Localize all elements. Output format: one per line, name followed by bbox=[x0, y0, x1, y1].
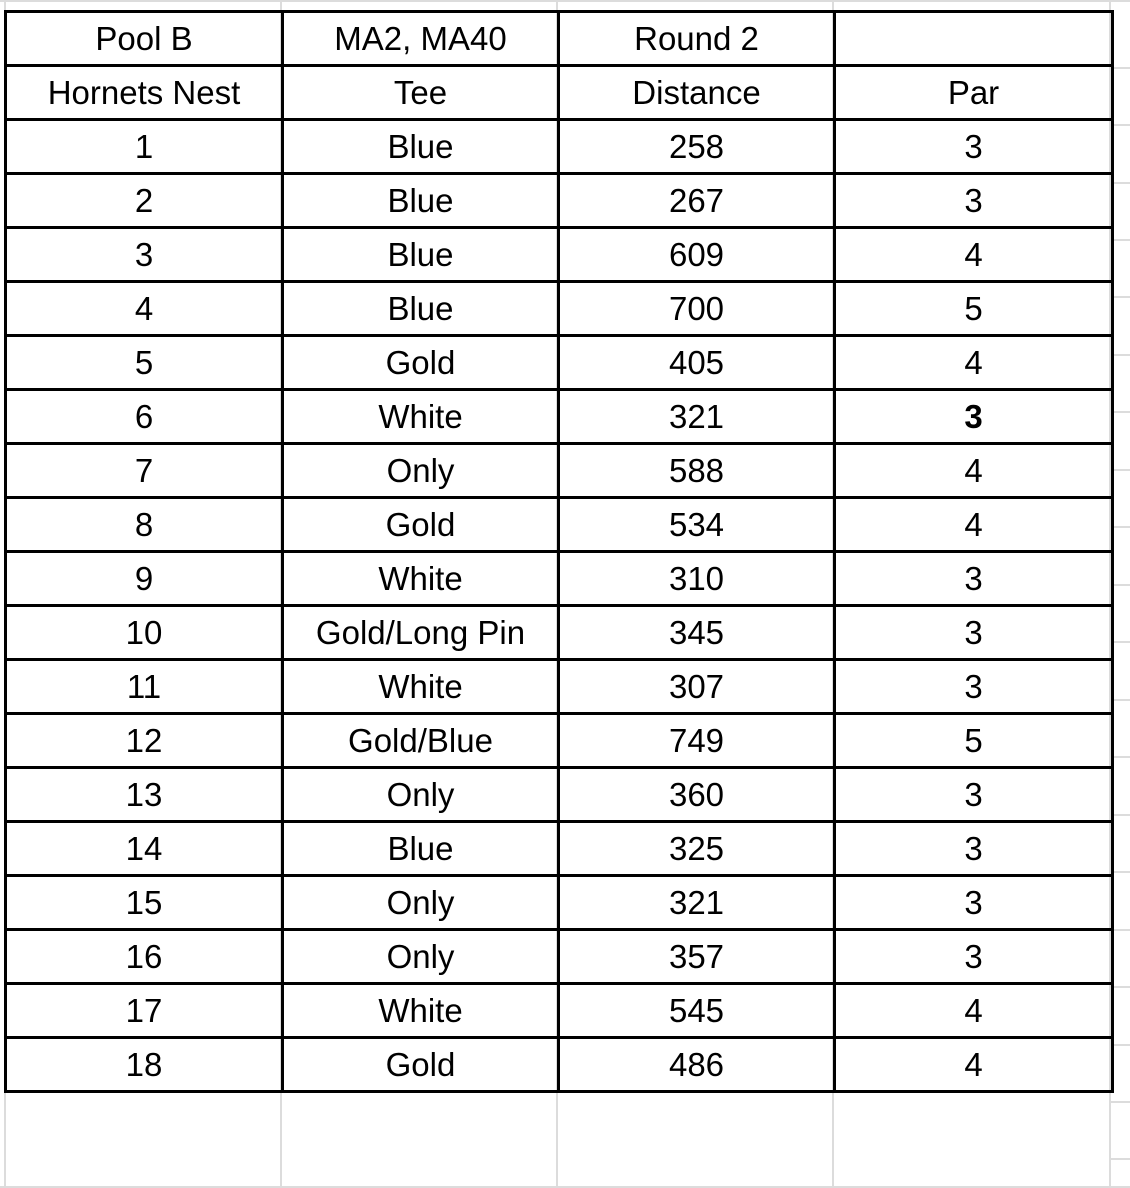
distance-cell[interactable]: 325 bbox=[559, 822, 835, 876]
distance-cell[interactable]: 345 bbox=[559, 606, 835, 660]
distance-cell[interactable]: 486 bbox=[559, 1038, 835, 1092]
table-row bbox=[6, 822, 1113, 876]
table-row bbox=[6, 390, 1113, 444]
course-name-header[interactable]: Hornets Nest bbox=[6, 66, 283, 120]
hole-number-cell[interactable]: 10 bbox=[6, 606, 283, 660]
table-row bbox=[6, 498, 1113, 552]
tee-cell[interactable]: Blue bbox=[283, 228, 559, 282]
distance-cell[interactable]: 588 bbox=[559, 444, 835, 498]
par-cell[interactable]: 4 bbox=[835, 444, 1113, 498]
hole-number-cell[interactable]: 17 bbox=[6, 984, 283, 1038]
column-header-row bbox=[6, 66, 1113, 120]
par-cell[interactable]: 4 bbox=[835, 498, 1113, 552]
par-cell[interactable]: 4 bbox=[835, 336, 1113, 390]
par-cell[interactable]: 3 bbox=[835, 660, 1113, 714]
hole-number-cell[interactable]: 13 bbox=[6, 768, 283, 822]
tee-cell[interactable]: Gold bbox=[283, 498, 559, 552]
tee-cell[interactable]: Only bbox=[283, 768, 559, 822]
distance-cell[interactable]: 258 bbox=[559, 120, 835, 174]
par-cell[interactable]: 3 bbox=[835, 552, 1113, 606]
table-row bbox=[6, 660, 1113, 714]
par-cell[interactable]: 3 bbox=[835, 606, 1113, 660]
table-row bbox=[6, 984, 1113, 1038]
tee-cell[interactable]: Only bbox=[283, 930, 559, 984]
hole-number-cell[interactable]: 2 bbox=[6, 174, 283, 228]
hole-number-cell[interactable]: 6 bbox=[6, 390, 283, 444]
tee-cell[interactable]: White bbox=[283, 984, 559, 1038]
tee-cell[interactable]: Gold/Long Pin bbox=[283, 606, 559, 660]
tee-cell[interactable]: Gold bbox=[283, 1038, 559, 1092]
hole-number-cell[interactable]: 9 bbox=[6, 552, 283, 606]
distance-cell[interactable]: 321 bbox=[559, 876, 835, 930]
tee-header[interactable]: Tee bbox=[283, 66, 559, 120]
tee-cell[interactable]: Blue bbox=[283, 174, 559, 228]
par-cell[interactable]: 4 bbox=[835, 228, 1113, 282]
par-cell[interactable]: 4 bbox=[835, 1038, 1113, 1092]
division-cell[interactable]: MA2, MA40 bbox=[283, 12, 559, 66]
distance-cell[interactable]: 545 bbox=[559, 984, 835, 1038]
par-cell[interactable]: 3 bbox=[835, 876, 1113, 930]
tee-cell[interactable]: White bbox=[283, 660, 559, 714]
hole-number-cell[interactable]: 16 bbox=[6, 930, 283, 984]
tee-cell[interactable]: Gold/Blue bbox=[283, 714, 559, 768]
distance-cell[interactable]: 405 bbox=[559, 336, 835, 390]
distance-cell[interactable]: 310 bbox=[559, 552, 835, 606]
pool-cell[interactable]: Pool B bbox=[6, 12, 283, 66]
table-row bbox=[6, 228, 1113, 282]
hole-number-cell[interactable]: 5 bbox=[6, 336, 283, 390]
course-table bbox=[4, 10, 1114, 1093]
tee-cell[interactable]: Only bbox=[283, 876, 559, 930]
par-cell[interactable]: 3 bbox=[835, 174, 1113, 228]
pool-header-row bbox=[6, 12, 1113, 66]
par-cell[interactable]: 3 bbox=[835, 390, 1113, 444]
table-row bbox=[6, 444, 1113, 498]
hole-number-cell[interactable]: 15 bbox=[6, 876, 283, 930]
par-cell[interactable]: 3 bbox=[835, 930, 1113, 984]
par-cell[interactable]: 5 bbox=[835, 282, 1113, 336]
hole-number-cell[interactable]: 4 bbox=[6, 282, 283, 336]
table-row bbox=[6, 174, 1113, 228]
round-cell[interactable]: Round 2 bbox=[559, 12, 835, 66]
hole-number-cell[interactable]: 12 bbox=[6, 714, 283, 768]
grid-line bbox=[1110, 1158, 1130, 1160]
par-cell[interactable]: 3 bbox=[835, 768, 1113, 822]
hole-number-cell[interactable]: 18 bbox=[6, 1038, 283, 1092]
table-row bbox=[6, 282, 1113, 336]
table-row bbox=[6, 336, 1113, 390]
table-row bbox=[6, 120, 1113, 174]
hole-number-cell[interactable]: 11 bbox=[6, 660, 283, 714]
hole-number-cell[interactable]: 1 bbox=[6, 120, 283, 174]
tee-cell[interactable]: Blue bbox=[283, 822, 559, 876]
hole-number-cell[interactable]: 7 bbox=[6, 444, 283, 498]
course-table-body bbox=[6, 12, 1113, 1092]
table-row bbox=[6, 606, 1113, 660]
grid-line bbox=[1110, 1101, 1130, 1103]
table-row bbox=[6, 876, 1113, 930]
tee-cell[interactable]: Blue bbox=[283, 282, 559, 336]
table-row bbox=[6, 552, 1113, 606]
tee-cell[interactable]: White bbox=[283, 390, 559, 444]
distance-cell[interactable]: 534 bbox=[559, 498, 835, 552]
empty-header-cell[interactable] bbox=[835, 12, 1113, 66]
distance-cell[interactable]: 609 bbox=[559, 228, 835, 282]
hole-number-cell[interactable]: 3 bbox=[6, 228, 283, 282]
par-cell[interactable]: 5 bbox=[835, 714, 1113, 768]
tee-cell[interactable]: Gold bbox=[283, 336, 559, 390]
par-cell[interactable]: 3 bbox=[835, 822, 1113, 876]
distance-cell[interactable]: 267 bbox=[559, 174, 835, 228]
par-cell[interactable]: 4 bbox=[835, 984, 1113, 1038]
table-row bbox=[6, 1038, 1113, 1092]
hole-number-cell[interactable]: 14 bbox=[6, 822, 283, 876]
table-row bbox=[6, 714, 1113, 768]
par-cell[interactable]: 3 bbox=[835, 120, 1113, 174]
distance-cell[interactable]: 357 bbox=[559, 930, 835, 984]
tee-cell[interactable]: Only bbox=[283, 444, 559, 498]
distance-cell[interactable]: 360 bbox=[559, 768, 835, 822]
distance-cell[interactable]: 700 bbox=[559, 282, 835, 336]
table-row bbox=[6, 768, 1113, 822]
tee-cell[interactable]: White bbox=[283, 552, 559, 606]
hole-number-cell[interactable]: 8 bbox=[6, 498, 283, 552]
distance-cell[interactable]: 307 bbox=[559, 660, 835, 714]
tee-cell[interactable]: Blue bbox=[283, 120, 559, 174]
table-row bbox=[6, 930, 1113, 984]
grid-line bbox=[0, 0, 1130, 2]
distance-header[interactable]: Distance bbox=[559, 66, 835, 120]
distance-cell[interactable]: 321 bbox=[559, 390, 835, 444]
par-header[interactable]: Par bbox=[835, 66, 1113, 120]
distance-cell[interactable]: 749 bbox=[559, 714, 835, 768]
